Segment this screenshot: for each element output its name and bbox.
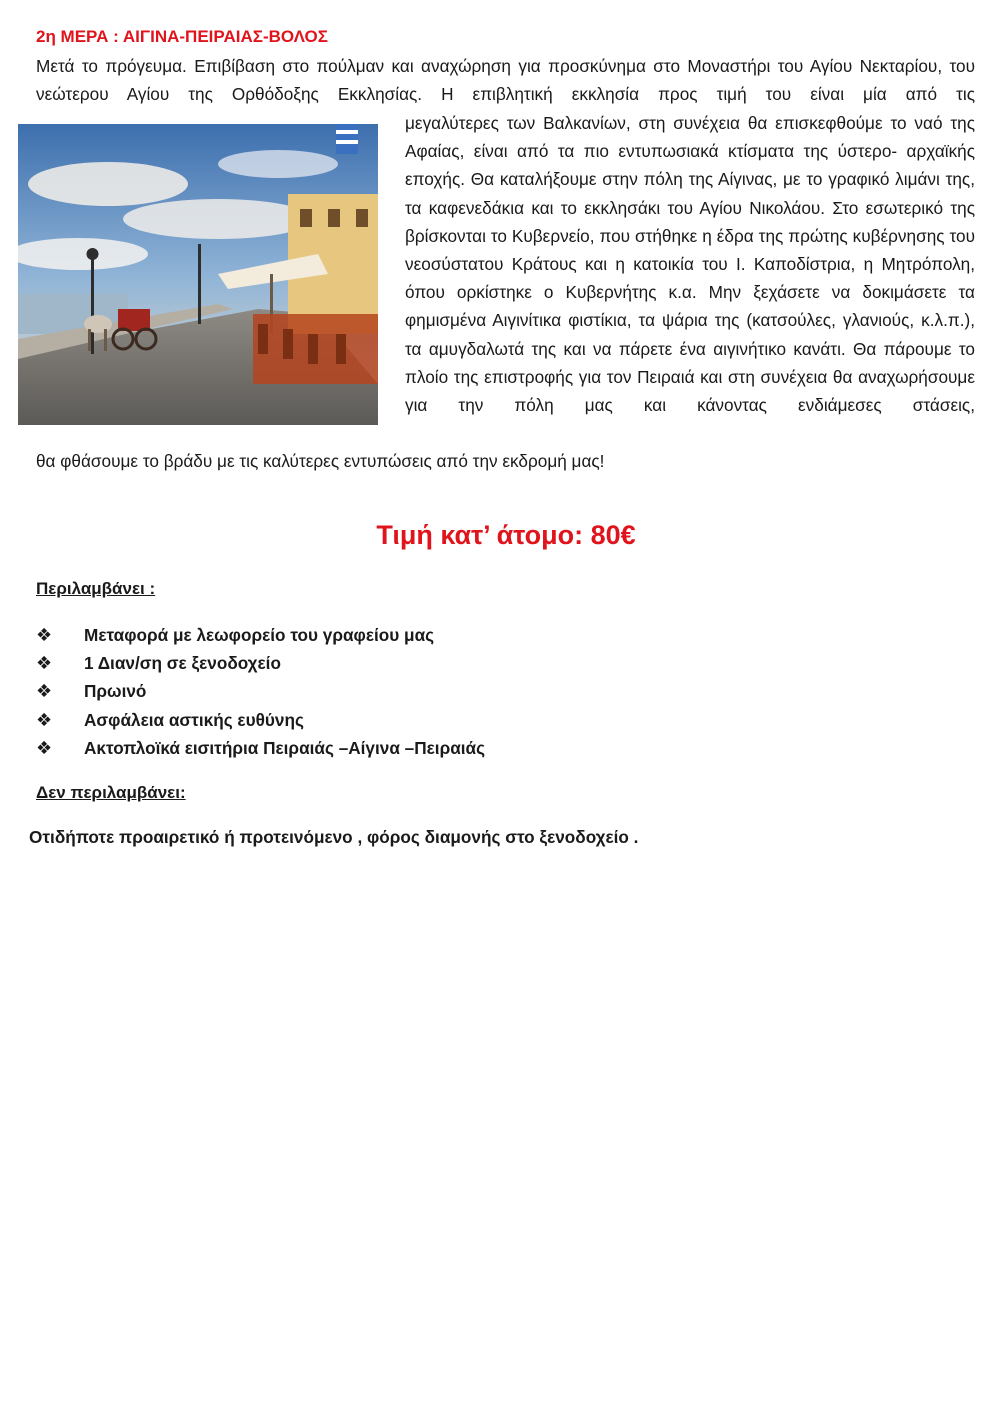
diamond-bullet-icon: ❖ xyxy=(36,625,53,645)
list-item xyxy=(36,706,485,734)
list-item-text: Πρωινό xyxy=(84,681,147,702)
includes-list xyxy=(36,621,485,762)
paragraph-line: η έδρα της πρώτης κυβέρνησης του νεοσύστατου Κράτους και η xyxy=(405,225,975,275)
aegina-harbor-photo xyxy=(18,124,378,425)
paragraph-line: Αιγινίτικα φιστίκια, τα ψάρια της (κατσούλες, γλανιούς, κ.λ.π.), τα xyxy=(405,310,976,359)
aegina-harbor-illustration xyxy=(18,124,378,425)
day-heading: 2η ΜΕΡΑ : ΑΙΓΙΝΑ-ΠΕΙΡΑΙΑΣ-ΒΟΛΟΣ xyxy=(36,27,328,46)
paragraph-line: αρχαϊκής εποχής. Θα καταλήξουμε στην πόλη της Αίγινας, με το xyxy=(405,141,976,190)
list-item-text: Ακτοπλοϊκά εισιτήρια Πειραιάς –Αίγινα –Πειραιάς xyxy=(84,737,486,758)
excludes-text: Οτιδήποτε προαιρετικό ή προτεινόμενο , φόρος διαμονής στο ξενοδοχείο . xyxy=(29,827,639,847)
paragraph-line: αναχωρήσουμε για την πόλη μας και κάνοντας ενδιάμεσες στάσεις, xyxy=(405,366,975,416)
diamond-bullet-icon: ❖ xyxy=(36,709,53,730)
list-item-text: 1 Διαν/ση σε ξενοδοχείο xyxy=(84,653,281,674)
paragraph-line: της Αφαίας, είναι από τα πιο εντυπωσιακά κτίσματα της ύστερο- xyxy=(405,113,976,162)
paragraph-line: κατοικία του Ι. Καποδίστρια, η Μητρόπολη, όπου ορκίστηκε ο xyxy=(405,254,975,303)
list-item xyxy=(36,734,485,762)
diamond-bullet-icon: ❖ xyxy=(36,737,53,758)
paragraph-line: το πλοίο της επιστροφής για τον Πειραιά και στη συνέχεια θα xyxy=(405,338,975,387)
paragraph-line: Νικολάου. Στο εσωτερικό της βρίσκονται το Κυβερνείο, που στήθηκε xyxy=(405,197,976,246)
paragraph-line: γραφικό λιμάνι της, τα καφενεδάκια και το εκκλησάκι του Αγίου xyxy=(405,169,975,218)
paragraph-line: Μετά το πρόγευμα. Επιβίβαση στο πούλμαν και αναχώρηση για προσκύνημα στο Μοναστήρι του Αγίου xyxy=(36,56,853,76)
list-item-text: Μεταφορά με λεωφορείο του γραφείου μας xyxy=(84,625,435,645)
list-item xyxy=(36,621,485,649)
includes-title: Περιλαμβάνει : xyxy=(36,579,156,598)
diamond-bullet-icon: ❖ xyxy=(36,653,53,674)
itinerary-paragraph-wrap xyxy=(405,109,975,419)
paragraph-line: μεγαλύτερες των Βαλκανίων, στη συνέχεια θα επισκεφθούμε το ναό xyxy=(405,113,943,133)
diamond-bullet-icon: ❖ xyxy=(36,681,53,702)
paragraph-line: αμυγδαλωτά της και να πάρετε ένα αιγινήτικο κανάτι. Θα πάρουμε xyxy=(428,338,952,359)
itinerary-paragraph-top xyxy=(36,52,975,108)
itinerary-paragraph-end: θα φθάσουμε το βράδυ με τις καλύτερες εντυπώσεις από την εκδρομή μας! xyxy=(36,451,605,471)
list-item xyxy=(36,649,485,677)
list-item xyxy=(36,677,485,705)
price-per-person: Τιμή κατ’ άτομο: 80€ xyxy=(376,520,636,550)
paragraph-line: Κυβερνήτης κ.α. Μην ξεχάσετε να δοκιμάσετε τα φημισμένα xyxy=(405,282,975,331)
paragraph-line: Νεκταρίου, του νεώτερου Αγίου της Ορθόδοξης Εκκλησίας. Η επιβλητική εκκλησία προς τιμή του είναι μία από τις xyxy=(36,56,975,105)
list-item-text: Ασφάλεια αστικής ευθύνης xyxy=(84,709,304,730)
excludes-title: Δεν περιλαμβάνει: xyxy=(36,783,186,802)
